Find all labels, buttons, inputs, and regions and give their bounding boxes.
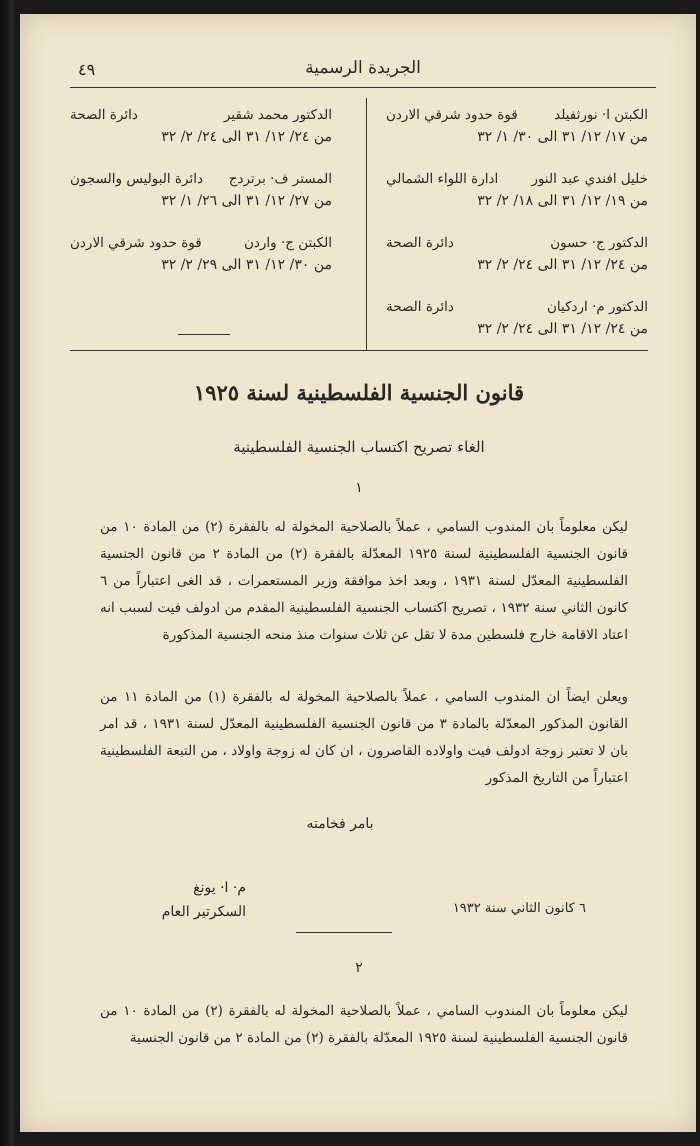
notice-paragraph: ليكن معلوماً بان المندوب السامي ، عملاً بالصلاحية المخولة له بالفقرة (٢) من المادة ١٠ من قانون الجنسية الفلسطينية لسنة ١٩٢٥ المعدّلة بالفقرة (٢) من المادة ٢ من قانون الجنسية الفلسطينية المعدّل لسنة ١٩٣١ ، وبعد اخذ موافقة وزير المستعمرات ، قد الغى اعتباراً من ٦ كانون الثاني سنة ١٩٣٢ ، تصريح اكتساب الجنسية الفلسطينية المقدم من ادولف فيت لسبب انه اعتاد الاقامة خارج فلسطين مدة لا تقل عن ثلاث سنوات منذ منحه الجنسية المذكورة [100,519,629,643]
appointee-department: دائرة الصحة [386,299,454,315]
appointee-name: خليل افندي عبد النور [531,171,648,187]
appointee-department: دائرة الصحة [70,107,138,123]
gazette-page [20,14,696,1132]
signer-name: م· ا· يونغ [193,880,246,896]
signature-block [126,876,246,924]
appointment-entry [386,168,648,232]
appointee-name: الكبتن ا· نورثفيلد [554,107,648,123]
section-number: ١ [355,480,363,496]
signer-title: السكرتير العام [161,904,246,920]
appointee-name: الدكتور ج· حسون [550,235,648,251]
page-number: ٤٩ [78,60,96,79]
by-order: بامر فخامته [306,816,374,832]
signature-date: ٦ كانون الثاني سنة ١٩٣٢ [452,901,586,916]
appointment-entry [386,232,648,296]
appointee-name: الدكتور م· اردكيان [547,299,648,315]
appointee-department: دائرة البوليس والسجون [70,171,203,187]
separator-rule [296,932,392,933]
section-number: ٢ [355,960,363,976]
gazette-title: الجريدة الرسمية [305,58,421,78]
appointment-period: من ٢٤/ ١٢/ ٣١ الى ٢٤/ ٢/ ٣٢ [477,257,648,273]
appointee-department: دائرة الصحة [386,235,454,251]
appointment-period: من ٢٤/ ١٢/ ٣١ الى ٢٤/ ٢/ ٣٢ [161,129,332,145]
appointment-entry [70,104,332,168]
appointment-period: من ٢٤/ ١٢/ ٣١ الى ٢٤/ ٢/ ٣٢ [477,321,648,337]
appointee-department: ادارة اللواء الشمالي [386,171,499,187]
notice-paragraph: ليكن معلوماً بان المندوب السامي ، عملاً بالصلاحية المخولة له بالفقرة (٢) من المادة ١٠ من قانون الجنسية الفلسطينية لسنة ١٩٢٥ المعدّلة بالفقرة (٢) من المادة ٢ من قانون الجنسية [100,1003,628,1046]
appointment-period: من ١٩/ ١٢/ ٣١ الى ١٨/ ٢/ ٣٢ [477,193,648,209]
notice-paragraph: ويعلن ايضاً ان المندوب السامي ، عملاً بالصلاحية المخولة له بالفقرة (١) من المادة ١١ من القانون المذكور المعدّلة بالمادة ٣ من قانون الجنسية الفلسطينية المعدّل لسنة ١٩٣١ ، قد امر بان لا تعتبر زوجة ادولف فيت واولاده القاصرون ، ان كان له زوجة واولاد ، من التبعة الفلسطينية اعتباراً من التاريخ المذكور [100,689,628,786]
appointee-name: الدكتور محمد شقير [223,107,332,123]
appointee-department: قوة حدود شرقي الاردن [386,107,518,123]
appointments-left-column [70,104,332,348]
appointee-name: المستر ف· برتردج [228,171,332,187]
law-title: قانون الجنسية الفلسطينية لسنة ١٩٢٥ [193,380,525,405]
appointment-period: من ١٧/ ١٢/ ٣١ الى ٣٠/ ١/ ٣٢ [477,129,648,145]
column-end-rule [178,334,230,335]
appointment-period: من ٢٧/ ١٢/ ٣١ الى ٢٦/ ١/ ٣٢ [161,193,332,209]
appointee-name: الكبتن ج· واردن [243,235,332,251]
appointment-entry [70,168,332,232]
column-divider [366,98,367,350]
book-spine [0,0,14,1146]
appointment-period: من ٣٠/ ١٢/ ٣١ الى ٢٩/ ٢/ ٣٢ [161,257,332,273]
appointments-section [70,104,648,348]
page-header [70,58,656,88]
section-rule [70,350,648,351]
appointments-right-column [386,104,648,348]
appointment-entry [70,232,332,296]
appointee-department: قوة حدود شرقي الاردن [70,235,202,251]
law-subtitle: الغاء تصريح اكتساب الجنسية الفلسطينية [233,438,485,456]
header-rule [70,87,656,88]
appointment-entry [386,104,648,168]
